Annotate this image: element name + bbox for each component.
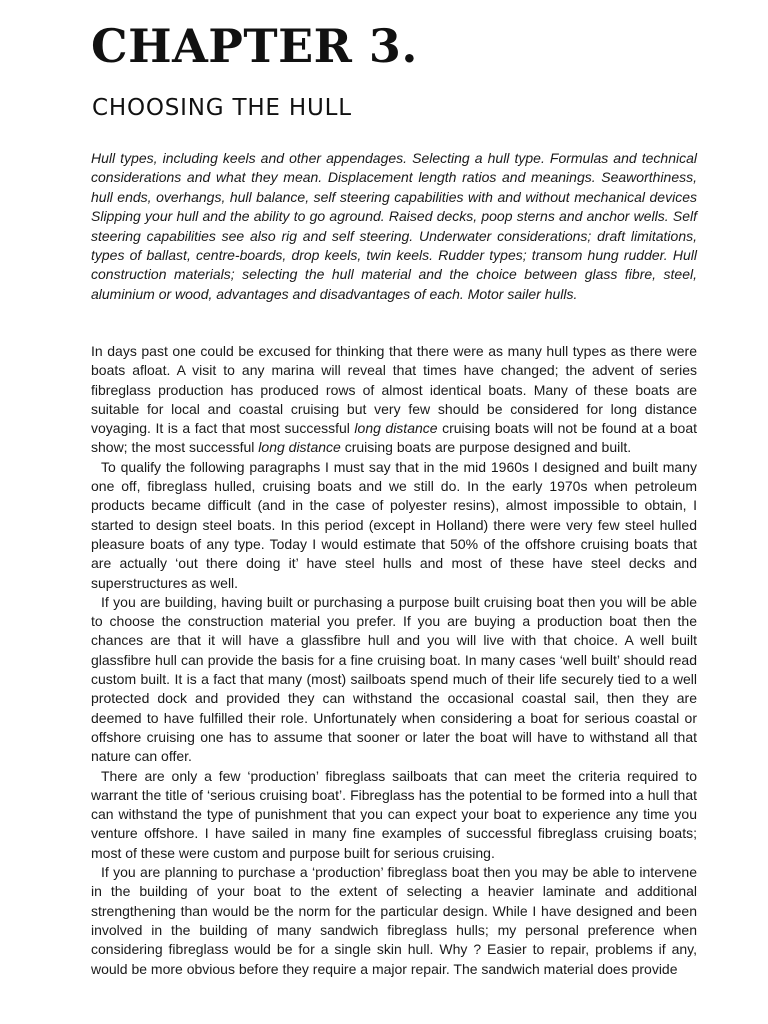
paragraph-4: There are only a few ‘production’ fibreglass sailboats that can meet the criteria required to warrant the title of ‘serious cruising boat’. Fibreglass has the potential to be formed into a hull that can withstand the type of punishment that you can expect your boat to experience any time you venture offshore. I have sailed in many fine examples of successful fibreglass cruising boats; most of these were custom and purpose built for serious cruising. — [91, 767, 697, 861]
chapter-subtitle: CHOOSING THE HULL — [92, 95, 352, 121]
paragraph-3: If you are building, having built or purchasing a purpose built cruising boat then you will be able to choose the construction material you prefer. If you are buying a production boat then the chances are that it will have a glassfibre hull and you will live with that choice. A well built glassfibre hull can provide the basis for a fine cruising boat. In many cases ‘well built’ should read custom built. It is a fact that many (most) sailboats spend much of their life securely tied to a well protected dock and provided they can withstand the occasional coastal sail, then they are deemed to have fulfilled their role. Unfortunately when considering a boat for serious coastal or offshore cruising one has to assume that sooner or later the boat will have to withstand all that nature can offer. — [91, 593, 697, 765]
paragraph-1-text-a: In days past one could be excused for thinking that there were as many hull types as there were boats afloat. A visit to any marina will reveal that times have changed; the advent of series fibreglass production has produced rows of almost identical boats. Many of these boats are suitable for local and coastal cruising but very few should be considered for long distance voyaging. It is a fact that most successful — [91, 343, 697, 437]
paragraph-1 — [91, 342, 697, 458]
paragraph-5: If you are planning to purchase a ‘production’ fibreglass boat then you may be able to intervene in the building of your boat to the extent of selecting a heavier laminate and additional strengthening than would be the norm for the particular design. While I have designed and been involved in the building of many sandwich fibreglass hulls; my personal preference when considering fibreglass would be for a single skin hull. Why ? Easier to repair, problems if any, would be more obvious before they require a major repair. The sandwich material does provide — [91, 864, 697, 977]
paragraph-1-text-c: cruising boats are purpose designed and built. — [340, 439, 632, 456]
paragraph-1-emphasis-a: long distance — [354, 420, 438, 437]
paragraph-2: To qualify the following paragraphs I must say that in the mid 1960s I designed and built many one off, fibreglass hulled, cruising boats and we still do. In the early 1970s when petroleum products became difficult (and in the case of polyester resins), almost impossible to obtain, I started to design steel boats. In this period (except in Holland) there were very few steel hulled pleasure boats of any type. Today I would estimate that 50% of the offshore cruising boats that are actually ‘out there doing it’ have steel hulls and most of these have steel decks and superstructures as well. — [91, 458, 697, 591]
chapter-summary: Hull types, including keels and other appendages. Selecting a hull type. Formulas and technical considerations and what they mean. Displacement length ratios and meanings. Seaworthiness, hull ends, overhangs, hull balance, self steering capabilities with and without mechanical devices Slipping your hull and the ability to go aground. Raised decks, poop sterns and anchor wells. Self steering capabilities see also rig and self steering. Underwater considerations; draft limitations, types of ballast, centre-boards, drop keels, twin keels. Rudder types; transom hung rudder. Hull construction materials; selecting the hull material and the choice between glass fibre, steel, aluminium or wood, advantages and disadvantages of each. Motor sailer hulls. — [91, 150, 697, 302]
paragraph-1-text-b: cruising boats will not be found at a boat show; the most successful — [91, 420, 697, 456]
paragraph-1-emphasis-b: long distance — [258, 439, 341, 456]
body-text — [91, 342, 697, 979]
chapter-title: CHAPTER 3. — [91, 19, 418, 73]
